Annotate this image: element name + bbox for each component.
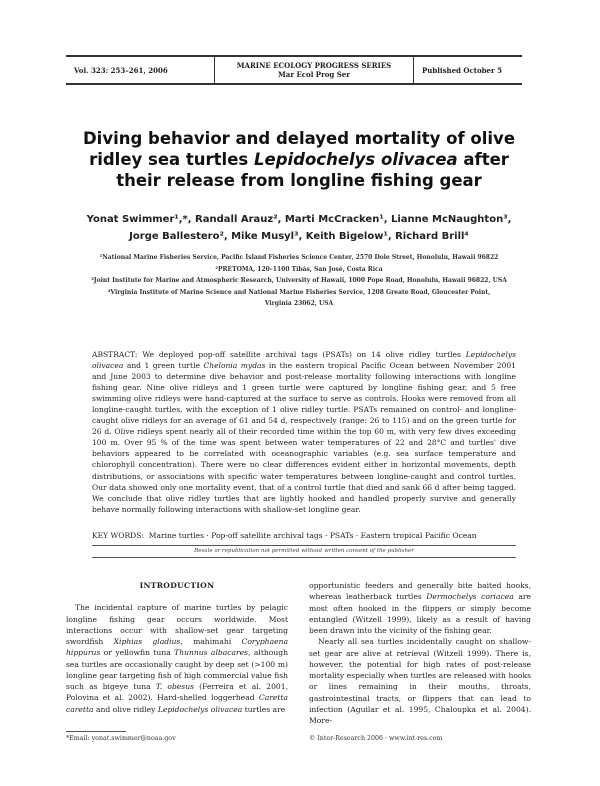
abstract-text: ABSTRACT: We deployed pop-off satellite archival tags (PSATs) on 14 olive ridley turtles xyxy=(92,350,466,359)
copyright: © Inter-Research 2006 · www.int-res.com xyxy=(309,735,443,742)
citation: Vol. 323: 253–261, 2006 xyxy=(66,57,215,83)
author-list xyxy=(66,211,532,245)
body-right-column xyxy=(309,580,531,726)
species-name: Lepidochelys olivacea xyxy=(92,350,516,371)
abstract-text: in the eastern tropical Pacific Ocean between November 2001 and June 2003 to determine dive behavior and post-release mortality following interactions with longline fishing gear. Nine olive ridleys and 1 green turtle were captured by longline fishing gear, and 5 free swimming olive ridleys were hand-captured at the surface to serve as controls. Hooks were removed from all longline-caught turtles, with the exception of 1 olive ridley turtle. PSATs remained on control- and longline-caught olive ridleys for an average of 61 and 54 d, respectively (range: 26 to 115) and on the green turtle for 26 d. Olive ridleys spent nearly all of their recorded time within the top 60 m, with very few dives exceeding 100 m. Over 95 % of the time was spent between water temperatures of 22 and 28°C and turtles' dive behaviors appeared to be correlated with oceanographic variables (e.g. sea surface temperature and chlorophyll concentration). There were no clear differences evident either in horizontal movements, depth distributions, or associations with specific water temperatures between longline-caught and control turtles. Our data showed only one mortality event, that of a control turtle that died and sank 66 d after being tagged. We conclude that olive ridley turtles that are lightly hooked and handled properly survive and generally behave normally following interactions with shallow-set longline gear. xyxy=(92,361,516,514)
affiliation-4-cont: Virginia 23062, USA xyxy=(264,300,334,307)
authors-line-1: Yonat Swimmer¹,*, Randall Arauz², Marti McCracken¹, Lianne McNaughton³, xyxy=(86,214,512,225)
keywords-label: KEY WORDS: xyxy=(92,531,144,540)
keywords xyxy=(92,530,516,541)
published-date: Published October 5 xyxy=(413,57,522,83)
title-text: ridley sea turtles xyxy=(89,150,254,169)
footnote-rule xyxy=(66,731,126,732)
journal-header xyxy=(66,55,522,85)
article-title xyxy=(66,128,532,191)
journal-name: MARINE ECOLOGY PROGRESS SERIES xyxy=(236,61,392,70)
abstract-text: and 1 green turtle xyxy=(123,361,204,371)
title-text: after xyxy=(457,150,509,169)
section-heading: INTRODUCTION xyxy=(139,581,215,590)
keywords-text: Marine turtles · Pop-off satellite archival tags · PSATs · Eastern tropical Pacific Ocean xyxy=(148,531,477,540)
paragraph: The incidental capture of marine turtles by pelagic longline fishing gear occurs worldwide. Most interactions occur with shallow-set gear targeting swordfish Xiphias gladius, mahimahi Coryphaena hippurus or yellowfin tuna Thunnus albacares, although sea turtles are occasionally caught by deep set (>100 m) longline gear targeting fish of high commercial value fish such as bigeye tuna T. obesus (Ferreira et al. 2001, Polovina et al. 2002). Hard-shelled loggerhead Caretta caretta and olive ridley Lepidochelys olivacea turtles are xyxy=(66,603,289,714)
corresponding-email: *Email: yonat.swimmer@noaa.gov xyxy=(66,735,176,742)
body-left-column xyxy=(66,580,288,715)
paragraph: opportunistic feeders and generally bite baited hooks, whereas leatherback turtles Dermochelys coriacea are most often hooked in the flippers or simply become entangled (Witzell 1999), likely as a result of having been drawn into the vicinity of the fishing gear. xyxy=(309,581,531,635)
abstract xyxy=(92,349,516,515)
authors-line-2: Jorge Ballestero², Mike Musyl³, Keith Bigelow¹, Richard Brill⁴ xyxy=(129,231,469,242)
species-name: Chelonia mydas xyxy=(203,361,266,371)
divider xyxy=(92,557,516,558)
journal-name-block xyxy=(215,57,413,83)
journal-abbrev: Mar Ecol Prog Ser xyxy=(278,70,350,79)
resale-notice: Resale or republication not permitted without written consent of the publisher xyxy=(194,548,414,554)
title-line-1: Diving behavior and delayed mortality of olive xyxy=(82,129,516,148)
title-species: Lepidochelys olivacea xyxy=(253,150,458,169)
title-line-3: their release from longline fishing gear xyxy=(116,171,482,190)
affiliation-3: ³Joint Institute for Marine and Atmospheric Research, University of Hawaii, 1000 Pope Road, Honolulu, Hawaii 96822, USA xyxy=(91,277,507,284)
affiliation-1: ¹National Marine Fisheries Service, Pacific Island Fisheries Science Center, 2570 Dole Street, Honolulu, Hawaii 96822 xyxy=(99,254,499,261)
affiliation-4: ⁴Virginia Institute of Marine Science and National Marine Fisheries Service, 1208 Greate Road, Gloucester Point, xyxy=(107,288,491,296)
affiliations xyxy=(60,252,538,310)
paragraph: Nearly all sea turtles incidentally caught on shallow-set gear are alive at retrieval (Witzell 1999). There is, however, the potential for high rates of post-release mortality especially when turtles are released with hooks or lines remaining in their mouths, throats, gastrointestinal tracts, or flippers that can lead to infection (Aguilar et al. 1995, Chaloupka et al. 2004). More- xyxy=(309,637,531,725)
title-line-2 xyxy=(66,149,532,170)
affiliation-2: ²PRETOMA, 120–1100 Tibás, San José, Costa Rica xyxy=(215,265,383,273)
